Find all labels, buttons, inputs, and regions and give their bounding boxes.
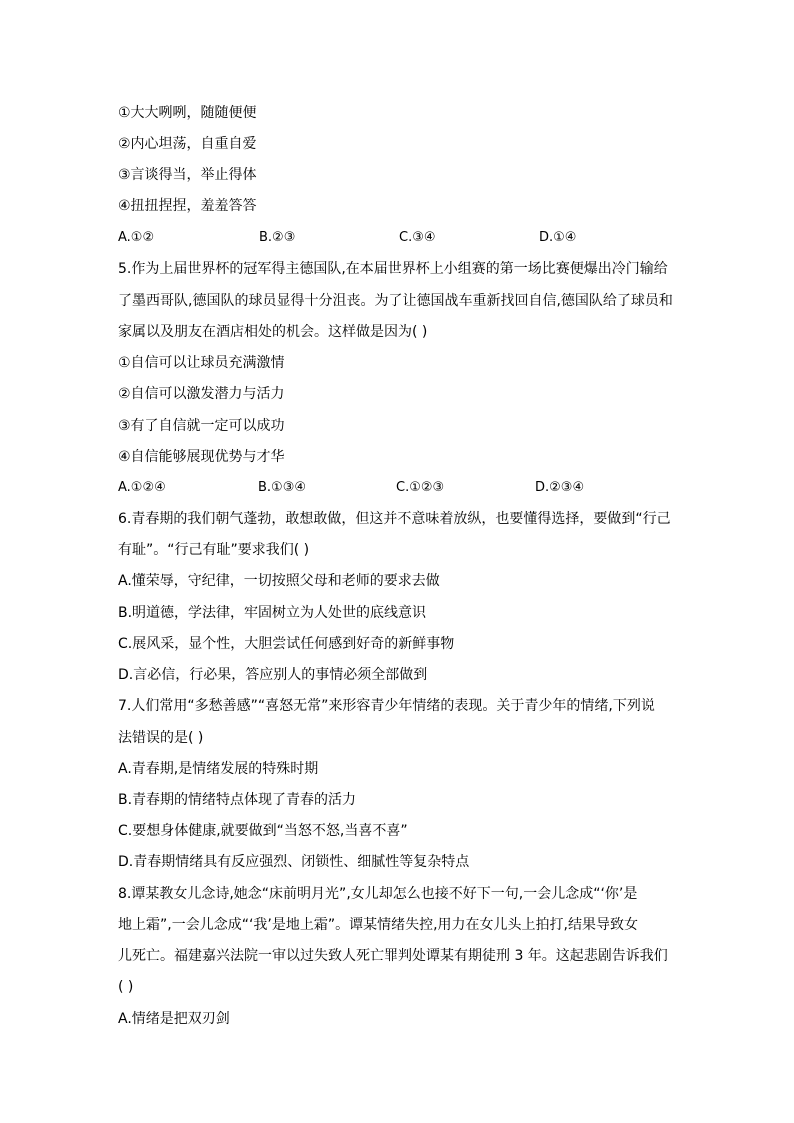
q4-item-3: ③言谈得当，举止得体 (118, 167, 257, 183)
q8-stem-line-1: 8.谭某教女儿念诗,她念“床前明月光”,女儿却怎么也接不好下一句,一会儿念成“‘你’是 (118, 886, 638, 902)
q8-option-a: A.情绪是把双刃剑 (118, 1011, 230, 1027)
q6-option-d: D.言必信，行必果，答应别人的事情必须全部做到 (118, 667, 428, 683)
q7-stem-line-1: 7.人们常用“多愁善感”“喜怒无常”来形容青少年情绪的表现。关于青少年的情绪,下列说 (118, 698, 655, 714)
q5-item-2: ②自信可以激发潜力与活力 (118, 386, 285, 402)
q4-item-2: ②内心坦荡，自重自爱 (118, 136, 257, 152)
q7-option-a: A.青春期,是情绪发展的特殊时期 (118, 761, 319, 777)
q8-stem-line-4: ( ) (118, 979, 134, 995)
q5-option-a: A.①②④ (118, 480, 166, 495)
q4-option-d: D.①④ (539, 230, 577, 245)
q4-item-1: ①大大咧咧，随随便便 (118, 105, 257, 121)
q5-option-b: B.①③④ (258, 480, 307, 495)
q5-item-4: ④自信能够展现优势与才华 (118, 449, 285, 465)
q8-stem-line-3: 儿死亡。福建嘉兴法院一审以过失致人死亡罪判处谭某有期徒刑 3 年。这起悲剧告诉我们 (118, 948, 668, 964)
q7-stem-line-2: 法错误的是( ) (118, 730, 204, 746)
q7-option-d: D.青春期情绪具有反应强烈、闭锁性、细腻性等复杂特点 (118, 854, 470, 870)
q6-stem-line-2: 有耻”。“行己有耻”要求我们( ) (118, 542, 310, 558)
q4-option-c: C.③④ (399, 230, 436, 245)
q6-option-a: A.懂荣辱，守纪律，一切按照父母和老师的要求去做 (118, 573, 440, 589)
q6-option-b: B.明道德，学法律，牢固树立为人处世的底线意识 (118, 605, 427, 621)
q5-item-1: ①自信可以让球员充满激情 (118, 355, 285, 371)
q5-item-3: ③有了自信就一定可以成功 (118, 418, 285, 434)
q5-stem-line-1: 5.作为上届世界杯的冠军得主德国队,在本届世界杯上小组赛的第一场比赛便爆出冷门输给 (118, 261, 668, 277)
q5-option-c: C.①②③ (396, 480, 445, 495)
q5-option-d: D.②③④ (535, 480, 585, 495)
q4-item-4: ④扭扭捏捏，羞羞答答 (118, 198, 257, 214)
q4-option-a: A.①② (118, 230, 155, 245)
q7-option-b: B.青春期的情绪特点体现了青春的活力 (118, 792, 357, 808)
q6-stem-line-1: 6.青春期的我们朝气蓬勃，敢想敢做，但这并不意味着放纵，也要懂得选择，要做到“行己 (118, 511, 671, 527)
q6-option-c: C.展风采，显个性，大胆尝试任何感到好奇的新鲜事物 (118, 636, 455, 652)
q8-stem-line-2: 地上霜”,一会儿念成“‘我’是地上霜”。谭某情绪失控,用力在女儿头上拍打,结果导致女 (118, 917, 639, 933)
q5-stem-line-3: 家属以及朋友在酒店相处的机会。这样做是因为( ) (118, 324, 428, 340)
q4-option-b: B.②③ (259, 230, 296, 245)
q7-option-c: C.要想身体健康,就要做到“当怒不怒,当喜不喜” (118, 823, 408, 839)
q5-stem-line-2: 了墨西哥队,德国队的球员显得十分沮丧。为了让德国战车重新找回自信,德国队给了球员和 (118, 293, 673, 309)
